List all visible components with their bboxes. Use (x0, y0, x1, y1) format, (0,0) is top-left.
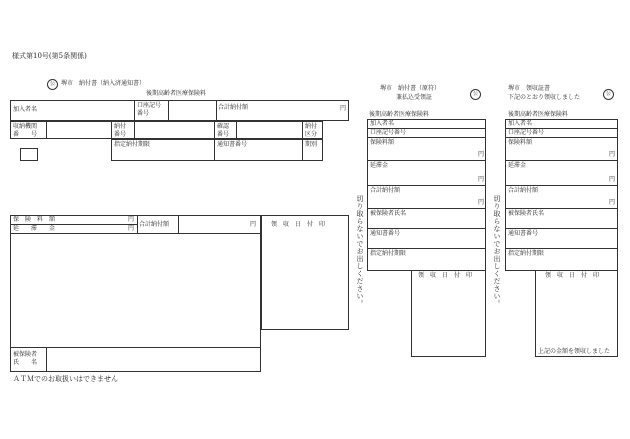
late-fee-yen: 円 (128, 225, 135, 232)
check-box[interactable] (20, 148, 38, 161)
left-row1-frame (10, 100, 349, 121)
confirm-no-label: 確認 番号 (217, 123, 230, 138)
right-notice-no: 通知書番号 (508, 230, 539, 237)
middle-heading: 後期高齢者医療保険料 (369, 111, 430, 118)
yen-unit: 円 (340, 105, 347, 112)
bottom-total-label: 合計納付額 (139, 221, 170, 228)
right-receipt-stamp-box (535, 270, 618, 357)
late-fee-label: 延 滞 金 (13, 225, 56, 232)
seal-icon: 公 (47, 79, 58, 90)
right-insured: 被保険者氏名 (508, 210, 545, 217)
right-subtitle: 下記のとおり領収しました (508, 94, 581, 101)
institution-label: 収納機関 番 号 (13, 123, 38, 138)
right-total-yen: 円 (609, 199, 616, 206)
left-receipt-stamp-box (261, 215, 349, 330)
payment-no-label: 納付 番号 (114, 123, 127, 138)
right-heading: 後期高齢者医療保険料 (508, 111, 569, 118)
middle-late-fee-yen: 円 (478, 176, 485, 183)
middle-subscriber: 加入者名 (370, 120, 395, 127)
left-row2-frame (10, 121, 323, 139)
middle-subtitle: 兼払込受領証 (396, 94, 433, 101)
cut-note-1: 切り取らないでお出しください。 (356, 195, 364, 308)
middle-premium-yen: 円 (478, 151, 485, 158)
premium-yen: 円 (128, 216, 135, 223)
bottom-total-yen: 円 (250, 221, 257, 228)
left-subtitle: 後期高齢者医療保険料 (146, 90, 207, 97)
right-seal-icon: 公 (603, 89, 614, 100)
left-title: 堺市 納付書（納入済通知書） (61, 80, 146, 87)
deadline-label: 指定納付期限 (114, 141, 151, 148)
right-receipt-stamp-label: 領 収 日 付 印 (545, 272, 600, 279)
form-number: 様式第10号(第5条関係) (12, 52, 87, 60)
right-account: 口座記号番号 (508, 129, 545, 136)
category-label: 納付 区分 (305, 123, 318, 138)
premium-label: 保 険 料 額 (13, 216, 56, 223)
middle-notice-no: 通知書番号 (370, 230, 401, 237)
account-label: 口座記号 番号 (137, 102, 162, 117)
total-label: 合計納付額 (218, 104, 249, 111)
right-premium-yen: 円 (609, 151, 616, 158)
subscriber-label: 加入者名 (13, 106, 38, 113)
middle-late-fee: 延滞金 (370, 162, 389, 169)
atm-note: ＡＴＭでのお取扱いはできません (13, 375, 118, 383)
period-label: 期別 (305, 141, 318, 148)
received-note: 上記の金額を領収しました (538, 348, 611, 355)
right-premium: 保険料額 (508, 139, 533, 146)
cut-note-2: 切り取らないでお出しください。 (493, 195, 501, 308)
notice-no-label: 通知書番号 (217, 141, 248, 148)
right-late-fee: 延滞金 (508, 162, 527, 169)
right-subscriber: 加入者名 (508, 120, 533, 127)
middle-total-yen: 円 (478, 199, 485, 206)
insured-label: 被保険者 氏 名 (13, 351, 38, 366)
middle-title: 堺市 納付書（原符） (380, 85, 441, 92)
left-bottom-frame (10, 215, 261, 372)
middle-total: 合計納付額 (370, 187, 401, 194)
middle-receipt-stamp-label: 領 収 日 付 印 (418, 272, 473, 279)
right-late-fee-yen: 円 (609, 176, 616, 183)
middle-seal-icon: 公 (470, 89, 481, 100)
right-title: 堺市 領収証書 (508, 85, 551, 92)
middle-deadline: 指定納付期限 (370, 250, 407, 257)
right-total: 合計納付額 (508, 187, 539, 194)
middle-premium: 保険料額 (370, 139, 395, 146)
middle-insured: 被保険者氏名 (370, 210, 407, 217)
right-deadline: 指定納付期限 (508, 250, 545, 257)
middle-receipt-stamp-box (411, 270, 486, 357)
left-receipt-stamp-label: 領 収 日 付 印 (271, 221, 326, 228)
middle-account: 口座記号番号 (370, 129, 407, 136)
